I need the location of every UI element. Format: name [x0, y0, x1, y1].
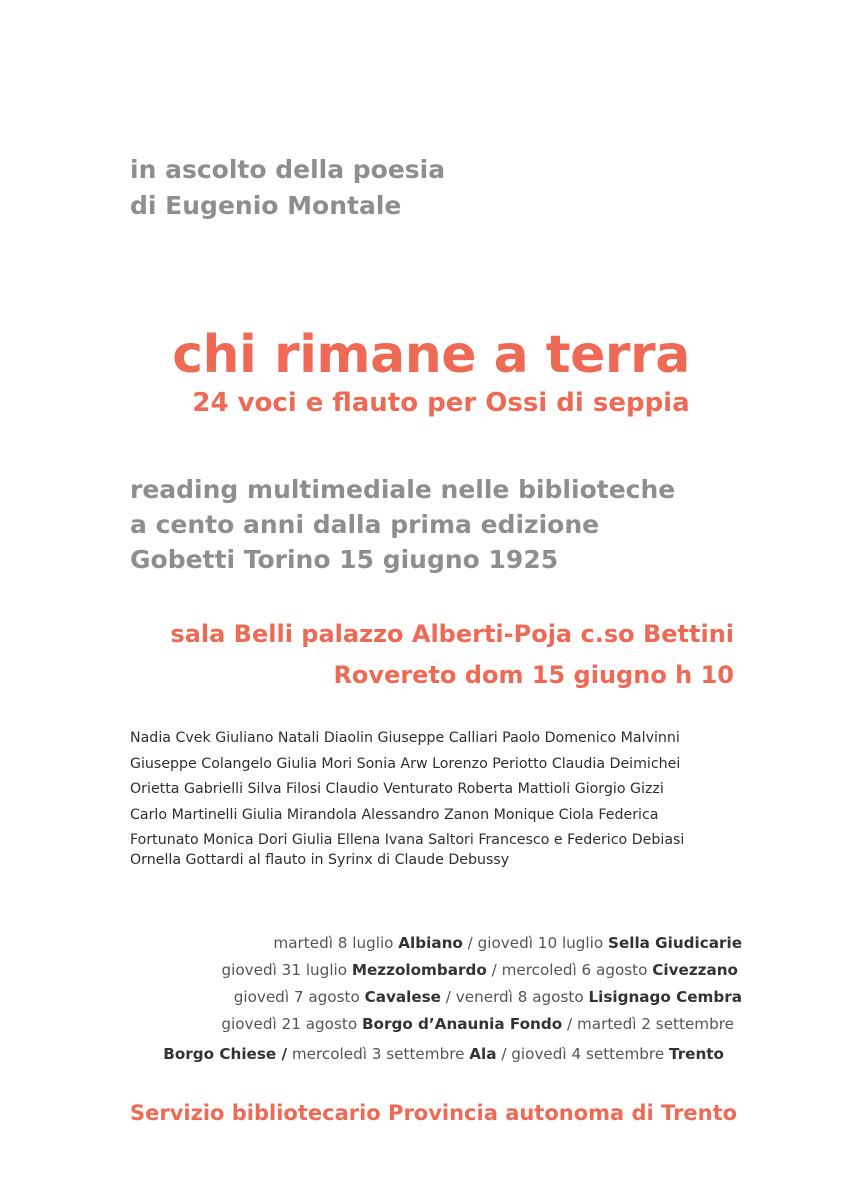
- performers-line: Nadia Cvek Giuliano Natali Diaolin Giuseppe Calliari Paolo Domenico Malvinni: [130, 730, 680, 746]
- performers-line: Carlo Martinelli Giulia Mirandola Alessandro Zanon Monique Ciola Federica: [130, 806, 659, 823]
- schedule-place: Ala: [469, 1045, 497, 1063]
- schedule-date: giovedì 31 luglio: [221, 961, 352, 979]
- schedule-date: martedì 8 luglio: [273, 934, 399, 952]
- schedule-separator: /: [462, 934, 478, 952]
- reading-description: [130, 472, 675, 577]
- schedule-date: giovedì 10 luglio: [477, 934, 608, 952]
- organizer-footer: Servizio bibliotecario Provincia autonoma di Trento: [130, 1101, 738, 1125]
- schedule-separator: /: [562, 1015, 577, 1033]
- schedule-separator: /: [440, 988, 456, 1006]
- schedule-separator: /: [486, 961, 502, 979]
- schedule-place: Cavalese: [364, 988, 441, 1006]
- event-subtitle: 24 voci e flauto per Ossi di seppia: [192, 388, 690, 418]
- schedule-date: mercoledì 3 settembre: [287, 1045, 470, 1063]
- reading-line-3: Gobetti Torino 15 giugno 1925: [130, 545, 559, 574]
- schedule-date: giovedì 21 agosto: [221, 1015, 362, 1033]
- schedule-place: Borgo d’Anaunia Fondo: [361, 1015, 563, 1033]
- flute-credit: Ornella Gottardi al flauto in Syrinx di Claude Debussy: [130, 852, 510, 868]
- schedule-date: venerdì 8 agosto: [455, 988, 589, 1006]
- performers-list: [130, 726, 684, 854]
- schedule-place: Civezzano: [652, 961, 738, 979]
- performers-line: Giuseppe Colangelo Giulia Mori Sonia Arw Lorenzo Periotto Claudia Deimichei: [130, 755, 681, 772]
- reading-line-1: reading multimediale nelle biblioteche: [130, 475, 676, 504]
- schedule-place: Lisignago Cembra: [588, 988, 742, 1006]
- venue-info: [170, 614, 734, 696]
- venue-line-2: Rovereto dom 15 giugno h 10: [333, 661, 734, 689]
- schedule-place: Sella Giudicarie: [608, 934, 742, 952]
- schedule-date: giovedì 7 agosto: [233, 988, 365, 1006]
- schedule-date: martedì 2 settembre: [576, 1015, 734, 1033]
- venue-line-1: sala Belli palazzo Alberti-Poja c.so Bettini: [170, 620, 734, 648]
- intro-line-1: in ascolto della poesia: [130, 155, 446, 184]
- schedule-date: giovedì 4 settembre: [511, 1045, 669, 1063]
- schedule-row: [222, 957, 738, 984]
- event-title: chi rimane a terra: [172, 325, 690, 385]
- intro-line-2: di Eugenio Montale: [130, 191, 402, 220]
- schedule-place: Mezzolombardo: [351, 961, 487, 979]
- reading-line-2: a cento anni dalla prima edizione: [130, 510, 600, 539]
- schedule-row: [221, 1011, 734, 1038]
- schedule-row: [234, 984, 742, 1011]
- intro-heading: [130, 152, 445, 224]
- schedule-separator: /: [496, 1045, 512, 1063]
- schedule-place: Trento: [669, 1045, 724, 1063]
- performers-line: Fortunato Monica Dori Giulia Ellena Ivana Saltori Francesco e Federico Debiasi: [130, 832, 685, 848]
- schedule-place: Borgo Chiese /: [163, 1045, 287, 1063]
- schedule-row: [163, 1041, 724, 1068]
- performers-line: Orietta Gabrielli Silva Filosi Claudio Venturato Roberta Mattioli Giorgio Gizzi: [130, 781, 664, 797]
- schedule-date: mercoledì 6 agosto: [501, 961, 653, 979]
- schedule-place: Albiano: [398, 934, 463, 952]
- schedule-row: [273, 930, 742, 957]
